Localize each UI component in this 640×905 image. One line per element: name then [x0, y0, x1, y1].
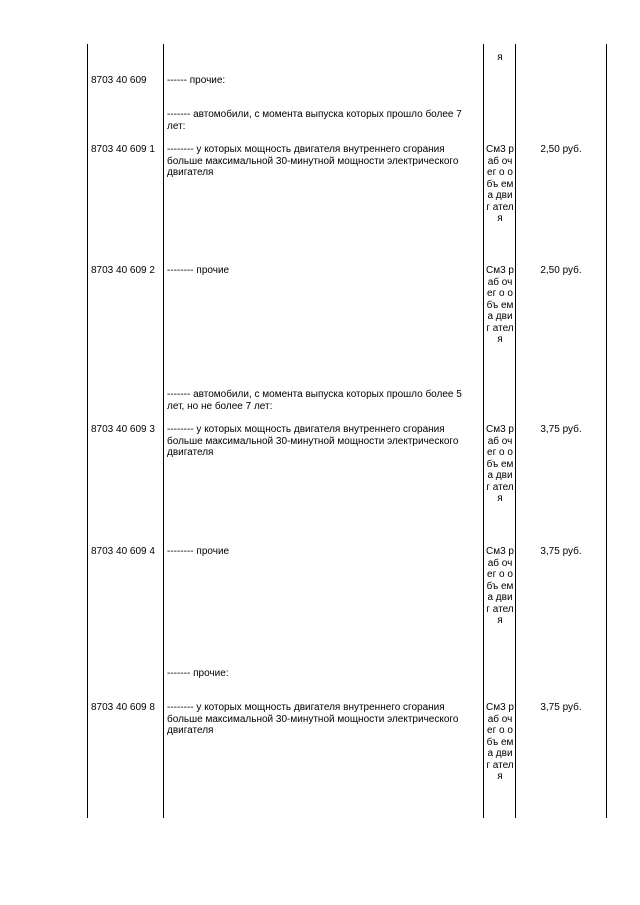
description-cell: -------- у которых мощность двигателя внутреннего сгорания больше максимальной 30-минутной мощности электрического двигателя	[167, 702, 459, 736]
code-cell: 8703 40 609 8	[91, 702, 155, 713]
column-divider-unit	[515, 44, 516, 818]
unit-cell: Cм3 раб очег о объ ема двиг ател я	[486, 424, 514, 504]
description-cell: ------- прочие:	[167, 668, 229, 679]
column-divider-code	[163, 44, 164, 818]
description-cell: -------- у которых мощность двигателя внутреннего сгорания больше максимальной 30-минутной мощности электрического двигателя	[167, 144, 459, 178]
code-cell: 8703 40 609 3	[91, 424, 155, 435]
column-divider-desc	[483, 44, 484, 818]
unit-cell: Cм3 раб очег о объ ема двиг ател я	[486, 265, 514, 345]
description-cell: ------ прочие:	[167, 75, 226, 86]
code-cell: 8703 40 609	[91, 75, 147, 86]
unit-cell: я	[497, 52, 503, 63]
code-cell: 8703 40 609 1	[91, 144, 155, 155]
description-cell: -------- у которых мощность двигателя внутреннего сгорания больше максимальной 30-минутной мощности электрического двигателя	[167, 424, 459, 458]
rate-cell: 2,50 руб.	[540, 265, 582, 276]
rate-cell: 3,75 руб.	[540, 546, 582, 557]
description-cell: -------- прочие	[167, 265, 230, 276]
unit-cell: Cм3 раб очег о объ ема двиг ател я	[486, 144, 514, 224]
unit-cell: Cм3 раб очег о объ ема двиг ател я	[486, 702, 514, 782]
rate-cell: 2,50 руб.	[540, 144, 582, 155]
code-cell: 8703 40 609 2	[91, 265, 155, 276]
code-cell: 8703 40 609 4	[91, 546, 155, 557]
unit-cell: Cм3 раб очег о объ ема двиг ател я	[486, 546, 514, 626]
rate-cell: 3,75 руб.	[540, 702, 582, 713]
description-cell: ------- автомобили, с момента выпуска которых прошло более 7 лет:	[167, 109, 462, 132]
description-cell: ------- автомобили, с момента выпуска которых прошло более 5 лет, но не более 7 лет:	[167, 389, 462, 412]
table-border-left	[87, 44, 88, 818]
rate-cell: 3,75 руб.	[540, 424, 582, 435]
table-border-right	[606, 44, 607, 818]
description-cell: -------- прочие	[167, 546, 230, 557]
